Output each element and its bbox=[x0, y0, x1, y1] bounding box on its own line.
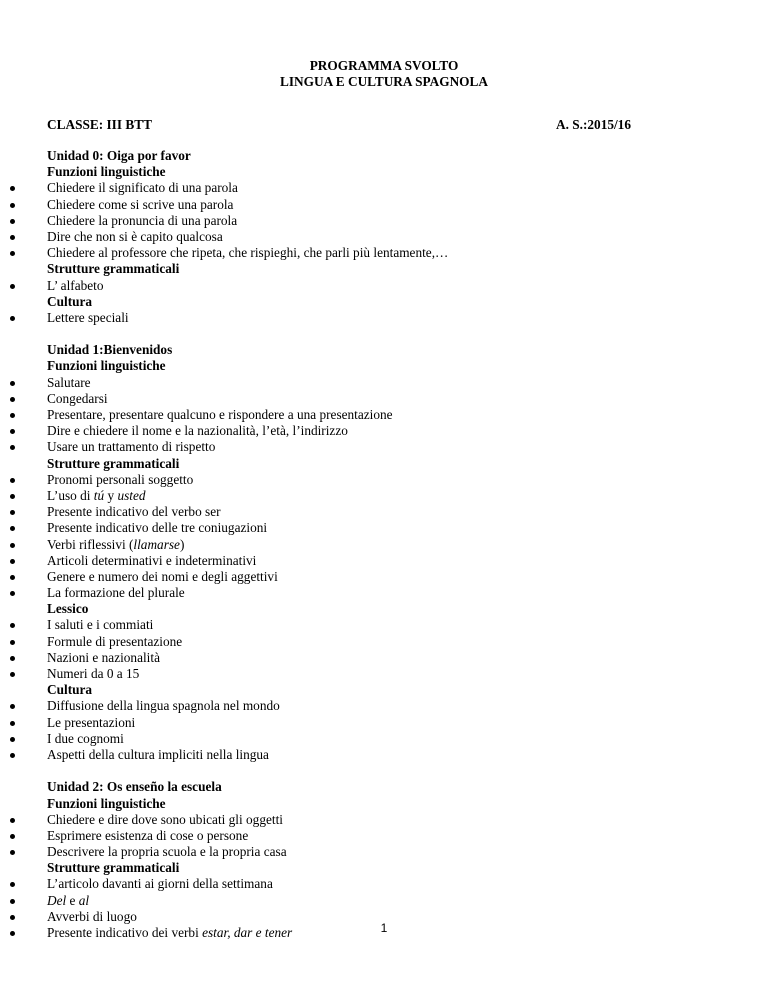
class-label: CLASSE: III BTT bbox=[47, 117, 152, 132]
school-year-label: A. S.:2015/16 bbox=[556, 117, 631, 132]
list-item: L’uso di tú y usted bbox=[47, 488, 737, 504]
list-item: Presentare, presentare qualcuno e rispondere a una presentazione bbox=[47, 407, 737, 423]
list-item: L’articolo davanti ai giorni della settimana bbox=[47, 876, 737, 892]
list-item: Chiedere il significato di una parola bbox=[47, 180, 737, 196]
program-content bbox=[47, 148, 737, 941]
title-line-2: LINGUA E CULTURA SPAGNOLA bbox=[280, 74, 488, 89]
list-item: Presente indicativo dei verbi estar, dar e tener bbox=[47, 925, 737, 941]
list-item: Presente indicativo del verbo ser bbox=[47, 504, 737, 520]
list-item: I due cognomi bbox=[47, 731, 737, 747]
list-item: Nazioni e nazionalità bbox=[47, 650, 737, 666]
unit-title: Unidad 1:Bienvenidos bbox=[47, 342, 173, 358]
section-heading: Cultura bbox=[47, 682, 93, 698]
list-item: Dire e chiedere il nome e la nazionalità, l’età, l’indirizzo bbox=[47, 423, 737, 439]
list-item: Genere e numero dei nomi e degli aggettivi bbox=[47, 569, 737, 585]
page-number: 1 bbox=[380, 921, 388, 935]
list-item: La formazione del plurale bbox=[47, 585, 737, 601]
section-heading: Funzioni linguistiche bbox=[47, 164, 166, 180]
list-item: Chiedere e dire dove sono ubicati gli oggetti bbox=[47, 812, 737, 828]
list-item: Chiedere la pronuncia di una parola bbox=[47, 213, 737, 229]
unit-title: Unidad 0: Oiga por favor bbox=[47, 148, 191, 163]
list-item: Descrivere la propria scuola e la propria casa bbox=[47, 844, 737, 860]
list-item: Chiedere al professore che ripeta, che rispieghi, che parli più lentamente,… bbox=[47, 245, 737, 261]
list-item: Numeri da 0 a 15 bbox=[47, 666, 737, 682]
list-item: Formule di presentazione bbox=[47, 634, 737, 650]
list-item: Esprimere esistenza di cose o persone bbox=[47, 828, 737, 844]
list-item: Avverbi di luogo bbox=[47, 909, 737, 925]
list-item: Verbi riflessivi (llamarse) bbox=[47, 537, 737, 553]
list-item: Le presentazioni bbox=[47, 715, 737, 731]
unit-title: Unidad 2: Os enseño la escuela bbox=[47, 779, 222, 795]
list-item: Articoli determinativi e indeterminativi bbox=[47, 553, 737, 569]
list-item: L’ alfabeto bbox=[47, 278, 737, 294]
section-heading: Lessico bbox=[47, 601, 89, 617]
list-item: Pronomi personali soggetto bbox=[47, 472, 737, 488]
list-item: Diffusione della lingua spagnola nel mondo bbox=[47, 698, 737, 714]
section-heading: Funzioni linguistiche bbox=[47, 795, 166, 811]
list-item: Del e al bbox=[47, 893, 737, 909]
section-heading: Strutture grammaticali bbox=[47, 455, 180, 471]
list-item: Lettere speciali bbox=[47, 310, 737, 326]
section-heading: Cultura bbox=[47, 293, 93, 309]
list-item: Salutare bbox=[47, 375, 737, 391]
section-heading: Strutture grammaticali bbox=[47, 261, 180, 277]
list-item: I saluti e i commiati bbox=[47, 617, 737, 633]
spacer bbox=[47, 326, 737, 342]
list-item: Presente indicativo delle tre coniugazioni bbox=[47, 520, 737, 536]
list-item: Dire che non si è capito qualcosa bbox=[47, 229, 737, 245]
list-item: Chiedere come si scrive una parola bbox=[47, 197, 737, 213]
list-item: Usare un trattamento di rispetto bbox=[47, 439, 737, 455]
section-heading: Funzioni linguistiche bbox=[47, 358, 166, 374]
list-item: Aspetti della cultura impliciti nella lingua bbox=[47, 747, 737, 763]
title-line-1: PROGRAMMA SVOLTO bbox=[309, 58, 459, 73]
section-heading: Strutture grammaticali bbox=[47, 860, 180, 876]
spacer bbox=[47, 763, 737, 779]
list-item: Congedarsi bbox=[47, 391, 737, 407]
